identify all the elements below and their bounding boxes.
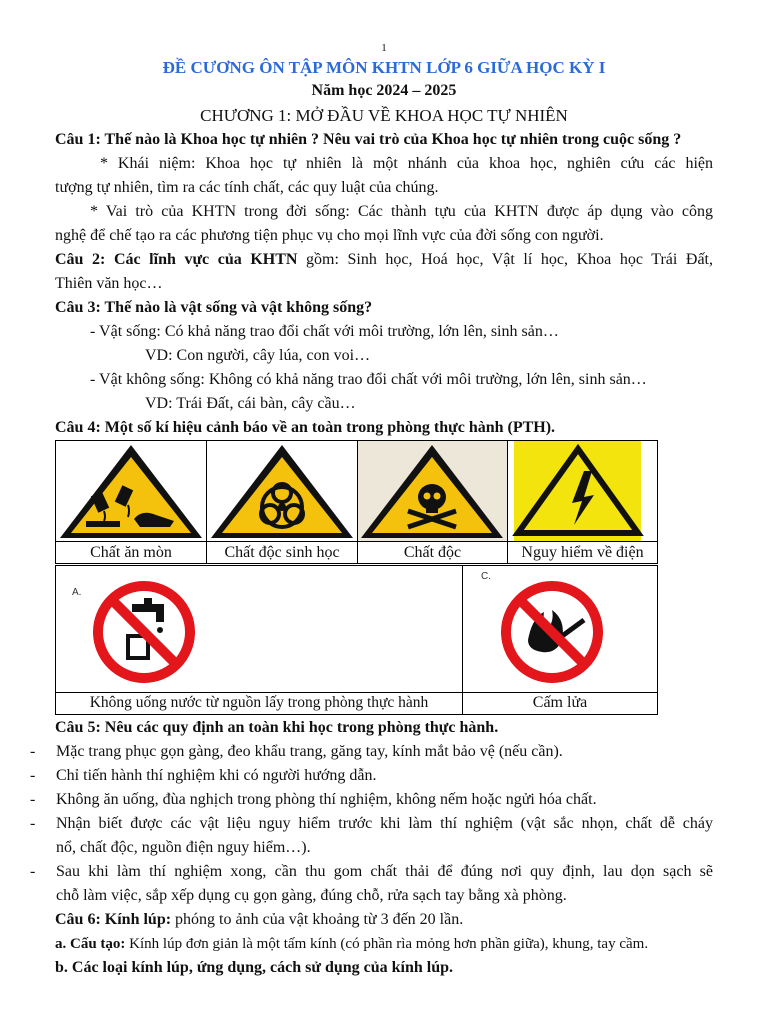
marker-c: C. — [481, 571, 491, 582]
q5-item-5-line1: Sau khi làm thí nghiệm xong, cần thu gom chất thải để đúng nơi quy định, lau dọn sạch sẽ — [56, 863, 713, 880]
q3-heading: Câu 3: Thế nào là vật sống và vật không sống? — [55, 299, 373, 316]
toxic-skull-icon — [358, 441, 507, 541]
q5-heading: Câu 5: Nêu các quy định an toàn khi học trong phòng thực hành. — [55, 719, 499, 736]
q5-item-5-line2: chỗ làm việc, sắp xếp dụng cụ gọn gàng, đúng chỗ, rửa sạch tay bằng xà phòng. — [56, 887, 567, 904]
q1-role-line1: * Vai trò của KHTN trong đời sống: Các thành tựu của KHTN được áp dụng vào công — [90, 203, 713, 220]
q2-line2: Thiên văn học… — [55, 275, 163, 292]
no-drinking-water-icon — [90, 578, 198, 686]
q6-line: Câu 6: Kính lúp: phóng to ảnh của vật khoảng từ 3 đến 20 lần. — [55, 911, 464, 928]
q3-nonliving-example: VD: Trái Đất, cái bàn, cây cầu… — [145, 395, 356, 412]
q2-line1: Câu 2: Các lĩnh vực của KHTN gồm: Sinh học, Hoá học, Vật lí học, Khoa học Trái Đất, — [55, 251, 713, 268]
q1-concept-line1: * Khái niệm: Khoa học tự nhiên là một nhánh của khoa học, nghiên cứu các hiện — [100, 155, 713, 172]
sign-caption-no-drinking: Không uống nước từ nguồn lấy trong phòng thực hành — [89, 694, 429, 711]
sign-caption-biohazard: Chất độc sinh học — [224, 544, 340, 561]
q4-heading: Câu 4: Một số kí hiệu cảnh báo về an toàn trong phòng thực hành (PTH). — [55, 419, 556, 436]
q5-item-4-dash: - — [30, 815, 36, 832]
q5-item-4-line1: Nhận biết được các vật liệu nguy hiểm trước khi làm thí nghiệm (vật sắc nhọn, chất dễ cháy — [56, 815, 713, 832]
q6-structure: a. Cấu tạo: Kính lúp đơn giản là một tấm kính (có phần rìa mỏng hơn phần giữa), khung, tay cầm. — [55, 936, 649, 952]
q3-nonliving: - Vật không sống: Không có khả năng trao đổi chất với môi trường, lớn lên, sinh sản… — [90, 371, 647, 388]
document-title: ĐỀ CƯƠNG ÔN TẬP MÔN KHTN LỚP 6 GIỮA HỌC KỲ I — [162, 58, 606, 77]
q1-concept-line2: tượng tự nhiên, tìm ra các tính chất, các quy luật của chúng. — [55, 179, 439, 196]
q3-living: - Vật sống: Có khả năng trao đổi chất với môi trường, lớn lên, sinh sản… — [90, 323, 559, 340]
q3-living-example: VD: Con người, cây lúa, con voi… — [145, 347, 371, 364]
sign-caption-electric: Nguy hiểm về điện — [521, 544, 644, 561]
chapter-title: CHƯƠNG 1: MỞ ĐẦU VỀ KHOA HỌC TỰ NHIÊN — [200, 106, 568, 125]
school-year: Năm học 2024 – 2025 — [311, 82, 457, 99]
q1-heading: Câu 1: Thế nào là Khoa học tự nhiên ? Nêu vai trò của Khoa học tự nhiên trong cuộc sống ? — [55, 131, 682, 148]
q5-item-5-dash: - — [30, 863, 36, 880]
no-fire-icon — [498, 578, 606, 686]
marker-a: A. — [72, 587, 82, 598]
q6-b-heading: b. Các loại kính lúp, ứng dụng, cách sử dụng của kính lúp. — [55, 959, 454, 976]
q5-item-4-line2: nổ, chất độc, nguồn điện nguy hiểm…). — [56, 839, 311, 856]
biohazard-icon — [207, 441, 357, 541]
q1-role-line2: nghệ để chế tạo ra các phương tiện phục vụ cho mọi lĩnh vực của đời sống con người. — [55, 227, 604, 244]
sign-caption-toxic: Chất độc — [403, 544, 462, 561]
q2-heading: Câu 2: Các lĩnh vực của KHTN — [55, 251, 298, 268]
page-number: 1 — [381, 42, 387, 54]
sign-caption-no-fire: Cấm lửa — [532, 694, 588, 711]
electric-hazard-icon — [508, 441, 657, 541]
corrosive-icon — [56, 441, 206, 541]
sign-caption-corrosive: Chất ăn mòn — [90, 544, 172, 561]
q6-heading: Câu 6: Kính lúp: — [55, 911, 172, 928]
